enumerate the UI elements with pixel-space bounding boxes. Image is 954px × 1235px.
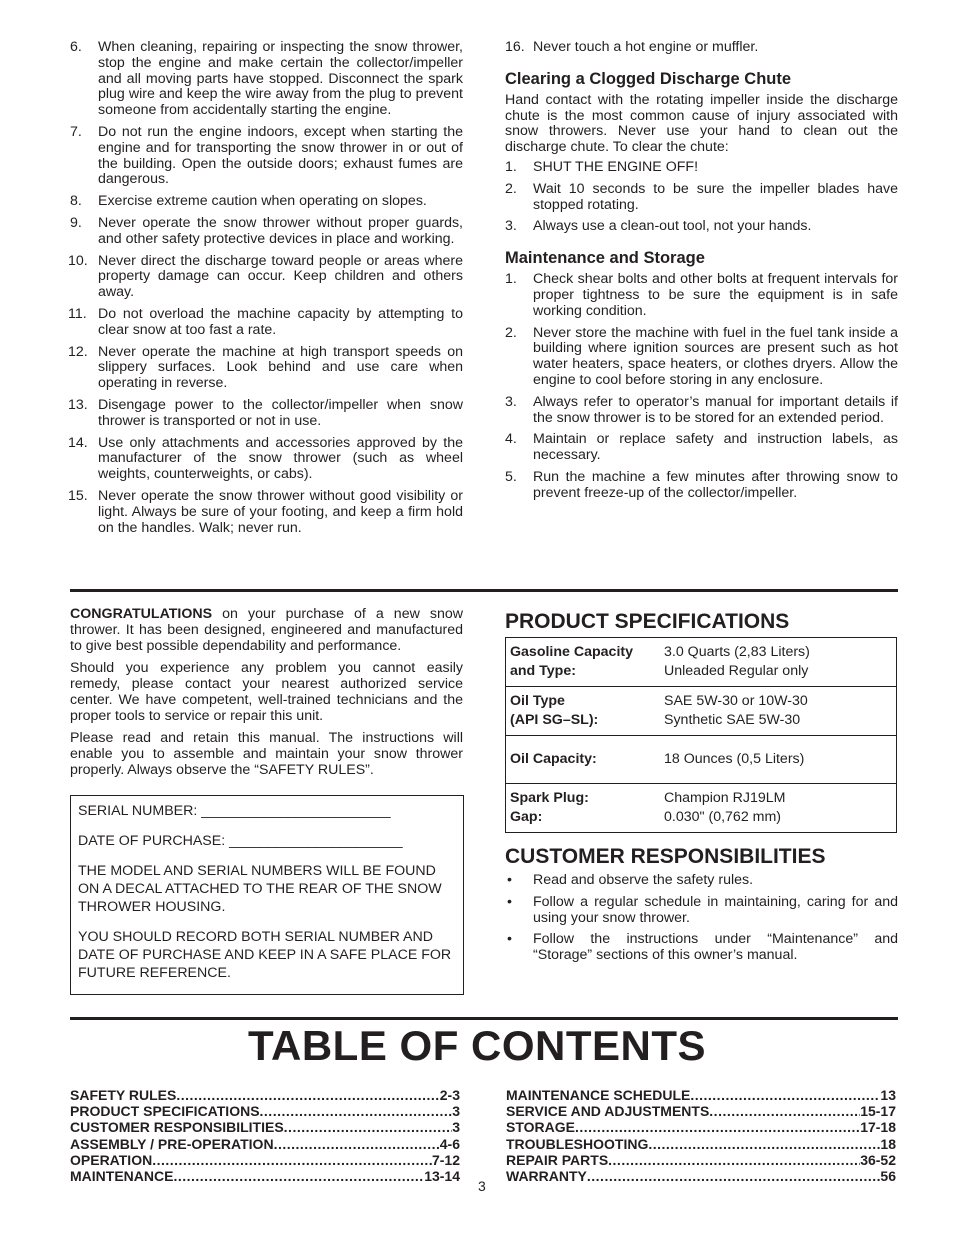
- maintenance-step-3: 3. Always refer to operator’s manual for important details if the snow thrower is to be stored for an extended period.: [505, 393, 898, 426]
- spec-row-spark-plug: Spark Plug: Gap: Champion RJ19LM 0.030" (0,762 mm): [506, 784, 897, 833]
- maintenance-step-4: 4. Maintain or replace safety and instruction labels, as necessary.: [505, 431, 898, 464]
- list-item: • Follow a regular schedule in maintaining, caring for and using your snow thrower.: [507, 893, 898, 926]
- list-item: • Follow the instructions under “Maintenance” and “Storage” sections of this owner’s manual.: [507, 931, 898, 964]
- safety-rule-14: 14. Use only attachments and accessories approved by the manufacturer of the snow thrower (such as wheel weights, counterweights, or cabs).: [68, 434, 463, 483]
- toc-entry-product-specifications[interactable]: PRODUCT SPECIFICATIONS ..... 3: [70, 1103, 460, 1119]
- toc-entry-maintenance[interactable]: MAINTENANCE ..... 13-14: [70, 1168, 460, 1184]
- congrats-paragraph-3: Please read and retain this manual. The instructions will enable you to assemble and maintain your snow thrower properly. Always observe the “SAFETY RULES”.: [70, 730, 463, 778]
- safety-rule-6: 6. When cleaning, repairing or inspecting the snow thrower, stop the engine and make certain the collector/impeller and all moving parts have stopped. Disconnect the spark plug wire and keep the wire away from the plug to prevent someone from accidentally starting the engine.: [70, 39, 463, 119]
- safety-rules-left-column: [70, 40, 463, 542]
- toc-right-column: [506, 1087, 896, 1184]
- toc-entry-storage[interactable]: STORAGE ..... 17-18: [506, 1119, 896, 1135]
- serial-record-box: [70, 795, 464, 995]
- toc-entry-safety-rules[interactable]: SAFETY RULES ..... 2-3: [70, 1087, 460, 1103]
- section-divider-toc: [70, 1017, 898, 1020]
- toc-entry-troubleshooting[interactable]: TROUBLESHOOTING ..... 18: [506, 1136, 896, 1152]
- product-specifications-heading: PRODUCT SPECIFICATIONS: [505, 610, 790, 633]
- safety-rule-16: 16. Never touch a hot engine or muffler.: [505, 39, 759, 55]
- toc-left-column: [70, 1087, 460, 1184]
- section-divider-top: [70, 589, 898, 592]
- safety-rule-15: 15. Never operate the snow thrower without good visibility or light. Always be sure of your footing, and keep a firm hold on the handles. Walk; never run.: [68, 487, 463, 536]
- toc-entry-customer-responsibilities[interactable]: CUSTOMER RESPONSIBILITIES ..... 3: [70, 1119, 460, 1135]
- customer-responsibilities-list: [505, 873, 898, 970]
- page-number: 3: [478, 1178, 486, 1194]
- spec-row-gasoline: Gasoline Capacity and Type: 3.0 Quarts (2,83 Liters) Unleaded Regular only: [506, 638, 897, 687]
- toc-entry-service-adjustments[interactable]: SERVICE AND ADJUSTMENTS ..... 15-17: [506, 1103, 896, 1119]
- chute-step-2: 2. Wait 10 seconds to be sure the impeller blades have stopped rotating.: [505, 180, 898, 213]
- maintenance-step-2: 2. Never store the machine with fuel in the fuel tank inside a building where ignition sources are present such as hot water heaters, space heaters, or clothes dryers. Allow the engine to cool before storing in any enclosure.: [505, 324, 898, 388]
- safety-rule-13: 13. Disengage power to the collector/impeller when snow thrower is transported or not in use.: [68, 396, 463, 429]
- toc-entry-maintenance-schedule[interactable]: MAINTENANCE SCHEDULE ..... 13: [506, 1087, 896, 1103]
- congrats-paragraph-2: Should you experience any problem you cannot easily remedy, please contact your nearest authorized service center. We have competent, well-trained technicians and the proper tools to service or repair this unit.: [70, 660, 463, 724]
- safety-rule-8: 8. Exercise extreme caution when operating on slopes.: [70, 193, 427, 210]
- maintenance-step-5: 5. Run the machine a few minutes after throwing snow to prevent freeze-up of the collector/impeller.: [505, 468, 898, 501]
- toc-entry-assembly[interactable]: ASSEMBLY / PRE-OPERATION ..... 4-6: [70, 1136, 460, 1152]
- safety-rule-9: 9. Never operate the snow thrower without proper guards, and other safety protective devices in place and working.: [70, 214, 463, 247]
- congrats-paragraph-1: CONGRATULATIONS on your purchase of a new snow thrower. It has been designed, engineered and manufactured to give best possible dependability and performance.: [70, 606, 463, 654]
- record-note: YOU SHOULD RECORD BOTH SERIAL NUMBER AND DATE OF PURCHASE AND KEEP IN A SAFE PLACE FOR FUTURE REFERENCE.: [78, 929, 452, 981]
- safety-rule-10: 10. Never direct the discharge toward people or areas where property damage can occur. Keep children and others away.: [68, 252, 463, 301]
- model-serial-note: THE MODEL AND SERIAL NUMBERS WILL BE FOUND ON A DECAL ATTACHED TO THE REAR OF THE SNOW THROWER HOUSING.: [78, 863, 442, 915]
- toc-entry-warranty[interactable]: WARRANTY ..... 56: [506, 1168, 896, 1184]
- safety-rule-7: 7. Do not run the engine indoors, except when starting the engine and for transporting the snow thrower in or out of the building. Open the outside doors; exhaust fumes are dangerous.: [70, 123, 463, 188]
- chute-intro: Hand contact with the rotating impeller inside the discharge chute is the most common cause of injury associated with snow throwers. Never use your hand to clean out the discharge chute. To clear the chute:: [505, 91, 898, 156]
- list-item: • Read and observe the safety rules.: [507, 872, 754, 888]
- chute-step-1: 1. SHUT THE ENGINE OFF!: [505, 158, 699, 175]
- safety-rule-12: 12. Never operate the machine at high transport speeds on slippery surfaces. Look behind and use care when operating in reverse.: [68, 343, 463, 392]
- safety-rules-right-column: [505, 40, 898, 508]
- safety-rule-11: 11. Do not overload the machine capacity by attempting to clear snow at too fast a rate.: [68, 305, 463, 338]
- spec-row-oil-type: Oil Type (API SG–SL): SAE 5W-30 or 10W-30 Synthetic SAE 5W-30: [506, 687, 897, 736]
- maintenance-step-1: 1. Check shear bolts and other bolts at frequent intervals for proper tightness to be sure the equipment is in safe working condition.: [505, 271, 898, 319]
- toc-entry-operation[interactable]: OPERATION ..... 7-12: [70, 1152, 460, 1168]
- specifications-table: [505, 637, 897, 833]
- toc-entry-repair-parts[interactable]: REPAIR PARTS ..... 36-52: [506, 1152, 896, 1168]
- maintenance-heading: Maintenance and Storage: [505, 249, 705, 268]
- chute-heading: Clearing a Clogged Discharge Chute: [505, 69, 792, 88]
- chute-step-3: 3. Always use a clean-out tool, not your hands.: [505, 218, 812, 235]
- spec-row-oil-capacity: Oil Capacity: 18 Ounces (0,5 Liters): [506, 736, 897, 784]
- congratulations-section: [70, 606, 463, 784]
- customer-responsibilities-heading: CUSTOMER RESPONSIBILITIES: [505, 845, 826, 868]
- table-of-contents-title: TABLE OF CONTENTS: [247, 1022, 707, 1069]
- date-of-purchase-line: DATE OF PURCHASE: ______________________: [78, 833, 403, 849]
- serial-number-line: SERIAL NUMBER: ________________________: [78, 803, 391, 819]
